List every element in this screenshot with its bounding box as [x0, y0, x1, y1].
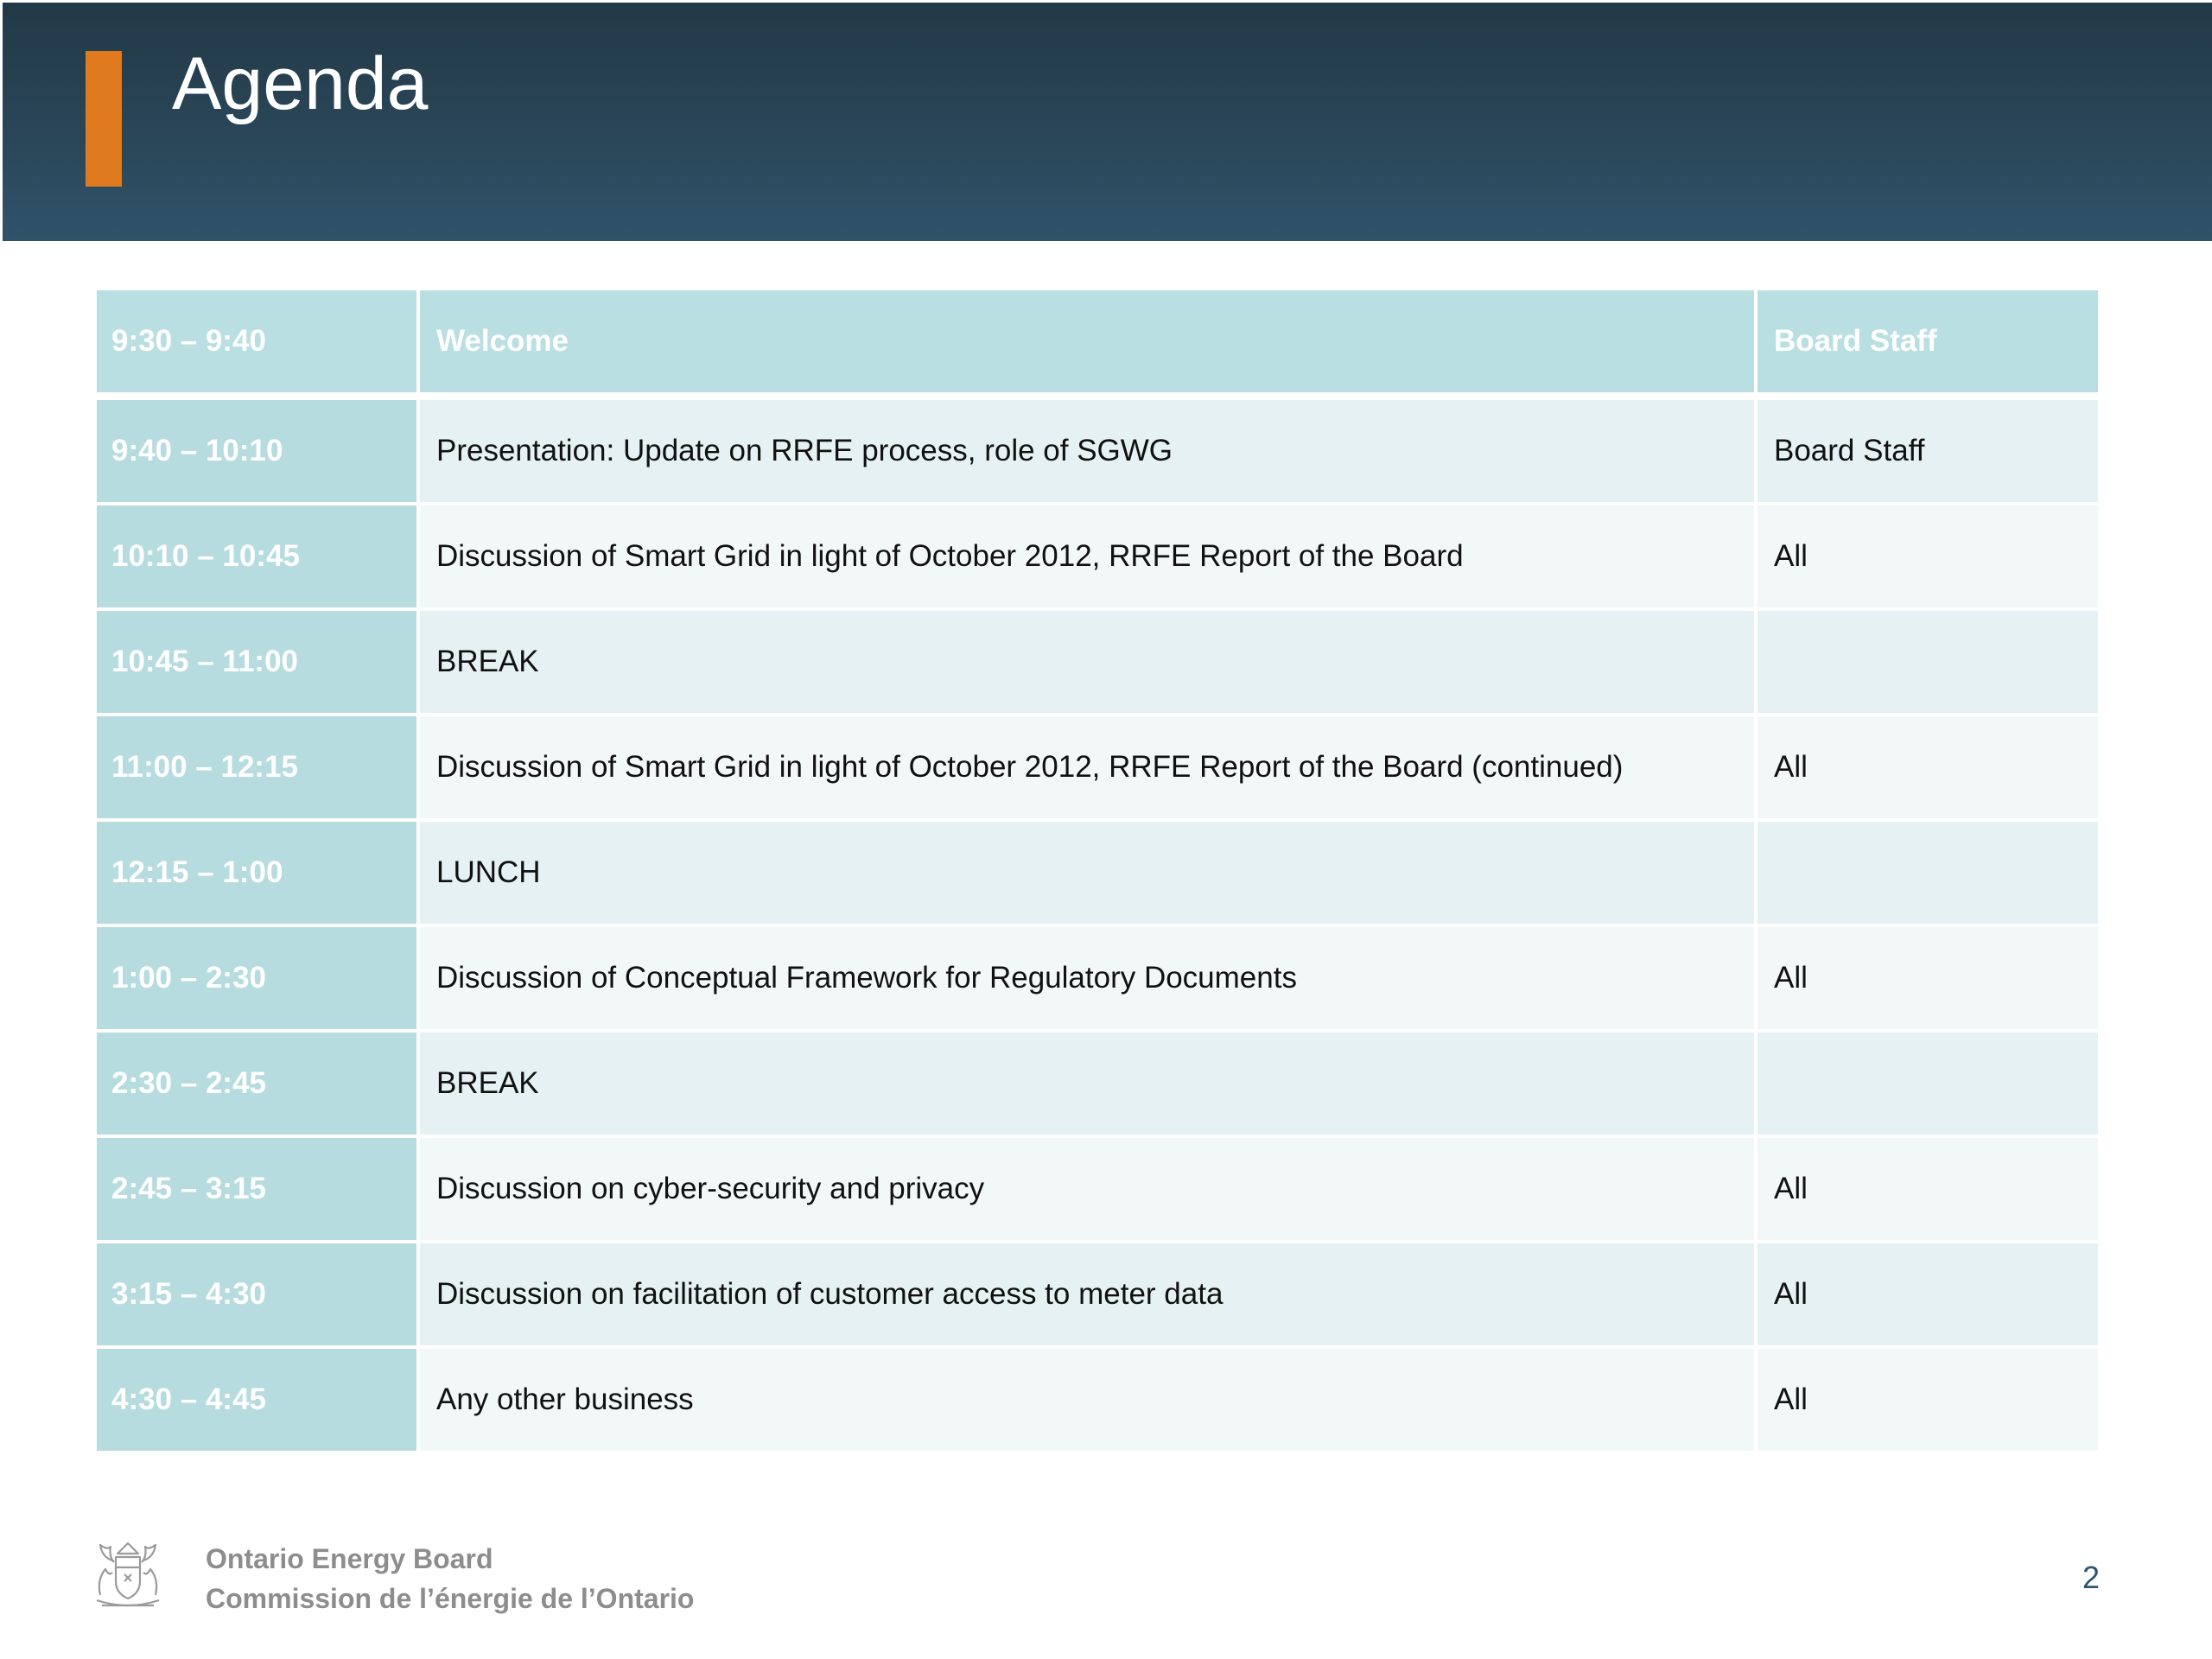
agenda-item: BREAK: [418, 609, 1756, 715]
slide-title: Agenda: [172, 42, 429, 125]
organization-name: [206, 1539, 694, 1618]
agenda-time: 9:40 – 10:10: [97, 397, 418, 505]
agenda-lead: All: [1756, 1136, 2098, 1242]
agenda-time: 11:00 – 12:15: [97, 715, 418, 820]
agenda-time: 9:30 – 9:40: [97, 290, 418, 397]
agenda-table: [97, 290, 2098, 1451]
agenda-lead: All: [1756, 925, 2098, 1031]
agenda-item: Discussion of Conceptual Framework for Regulatory Documents: [418, 925, 1756, 1031]
agenda-lead: All: [1756, 1242, 2098, 1347]
agenda-item: Any other business: [418, 1347, 1756, 1451]
agenda-item: Discussion on cyber-security and privacy: [418, 1136, 1756, 1242]
agenda-lead: [1756, 609, 2098, 715]
agenda-time: 10:10 – 10:45: [97, 504, 418, 609]
agenda-lead: All: [1756, 504, 2098, 609]
organization-name-english: Ontario Energy Board: [206, 1543, 493, 1574]
agenda-time: 10:45 – 11:00: [97, 609, 418, 715]
agenda-item: Welcome: [418, 290, 1756, 397]
agenda-time: 2:30 – 2:45: [97, 1031, 418, 1136]
agenda-lead: Board Staff: [1756, 397, 2098, 505]
agenda-row: [97, 1242, 2098, 1347]
agenda-lead: All: [1756, 715, 2098, 820]
agenda-time: 1:00 – 2:30: [97, 925, 418, 1031]
agenda-time: 4:30 – 4:45: [97, 1347, 418, 1451]
ontario-coat-of-arms-icon: [90, 1535, 166, 1614]
agenda-time: 12:15 – 1:00: [97, 820, 418, 925]
agenda-lead: [1756, 1031, 2098, 1136]
agenda-row: [97, 609, 2098, 715]
organization-name-french: Commission de l’énergie de l’Ontario: [206, 1583, 695, 1614]
agenda-time: 2:45 – 3:15: [97, 1136, 418, 1242]
agenda-time: 3:15 – 4:30: [97, 1242, 418, 1347]
agenda-row: [97, 925, 2098, 1031]
agenda-lead: [1756, 820, 2098, 925]
agenda-lead: All: [1756, 1347, 2098, 1451]
agenda-lead: Board Staff: [1756, 290, 2098, 397]
page-number: 2: [2082, 1560, 2100, 1595]
agenda-item: Discussion on facilitation of customer access to meter data: [418, 1242, 1756, 1347]
title-banner: [3, 3, 2212, 241]
agenda-row: [97, 290, 2098, 397]
agenda-row: [97, 820, 2098, 925]
agenda-item: Discussion of Smart Grid in light of October 2012, RRFE Report of the Board (continued): [418, 715, 1756, 820]
agenda-item: Discussion of Smart Grid in light of October 2012, RRFE Report of the Board: [418, 504, 1756, 609]
agenda-item: Presentation: Update on RRFE process, role of SGWG: [418, 397, 1756, 505]
agenda-row: [97, 1031, 2098, 1136]
agenda-row: [97, 715, 2098, 820]
agenda-row: [97, 504, 2098, 609]
agenda-row: [97, 1136, 2098, 1242]
title-accent-bar: [86, 51, 122, 187]
agenda-row: [97, 1347, 2098, 1451]
agenda-item: BREAK: [418, 1031, 1756, 1136]
agenda-item: LUNCH: [418, 820, 1756, 925]
agenda-row: [97, 397, 2098, 505]
